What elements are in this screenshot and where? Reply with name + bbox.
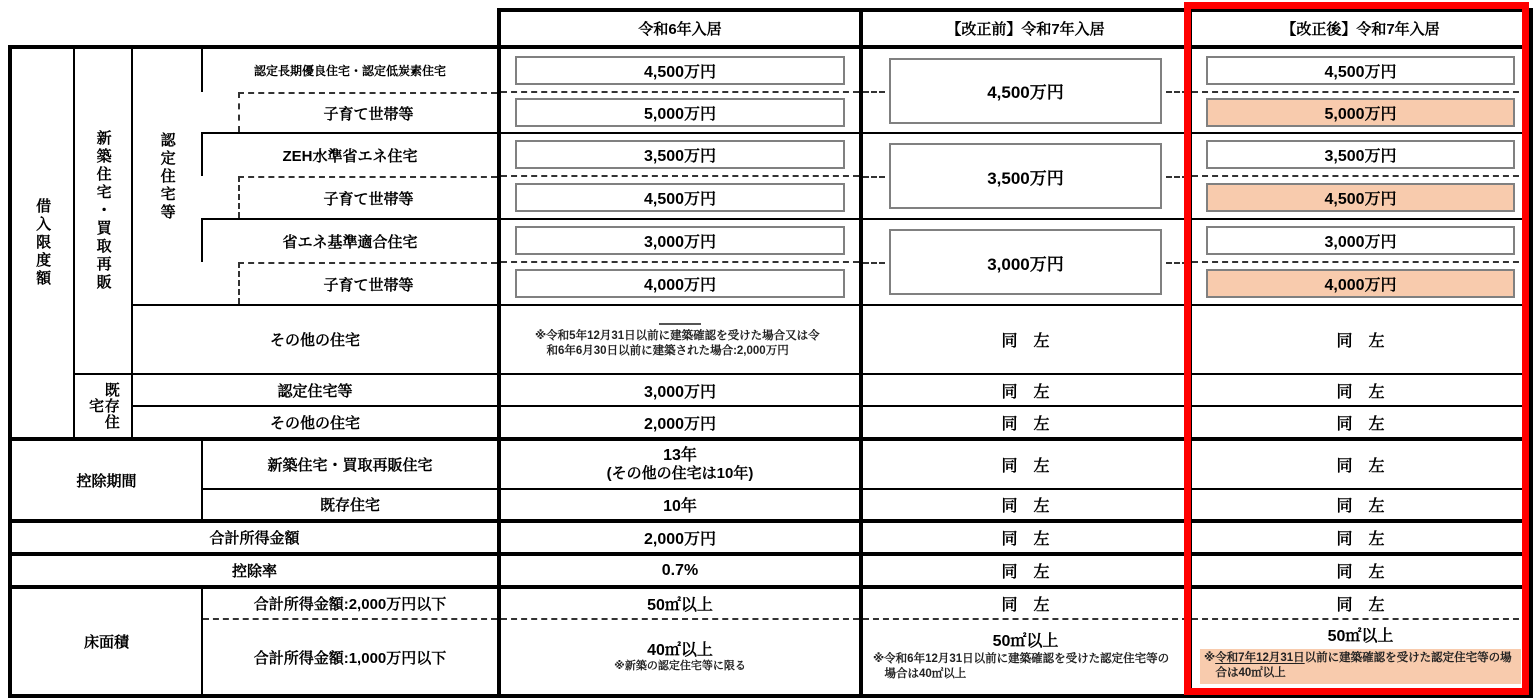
row-label-other-existing: その他の住宅 [132, 406, 499, 439]
row-long-term [10, 47, 1531, 92]
row-other-new [10, 305, 1531, 374]
group-new-resale: 新築住宅・買取再販 [74, 47, 132, 374]
dashed-connector [863, 262, 885, 264]
value-box: 4,500万円 [515, 56, 845, 85]
row-other-existing [10, 406, 1531, 439]
dash-placeholder [659, 323, 701, 325]
row-certified-existing [10, 374, 1531, 406]
value-box: 4,500万円 [1206, 56, 1515, 85]
group-existing-housing: 既存住宅 [74, 374, 132, 439]
row-label-long-term: 認定長期優良住宅・認定低炭素住宅 [202, 47, 499, 92]
dashed-connector [1166, 176, 1188, 178]
row-child-2 [10, 176, 1531, 219]
cell-before-other-existing: 同 左 [861, 406, 1190, 439]
cell-after-child-2 [1190, 176, 1531, 219]
cell-before-period-existing: 同 左 [861, 489, 1190, 521]
cell-r6-period-new: 13年 (その他の住宅は10年) [499, 439, 861, 489]
row-floor-1 [10, 587, 1531, 619]
row-child-1 [10, 92, 1531, 133]
value-box-highlighted: 4,000万円 [1206, 269, 1515, 298]
note-r6-floor-2: ※新築の認定住宅等に限る [614, 659, 746, 672]
value-box: 4,000万円 [515, 269, 845, 298]
cell-r6-energy-std [499, 219, 861, 262]
cell-r6-zeh [499, 133, 861, 176]
cell-after-period-existing: 同 左 [1190, 489, 1531, 521]
cell-after-floor-2: 50㎡以上 ※令和7年12月31日以前に建築確認を受けた認定住宅等の場合は40㎡以上 [1190, 619, 1531, 696]
header-reiwa6: 令和6年入居 [499, 10, 861, 47]
cell-r6-floor-2: 40㎡以上 ※新築の認定住宅等に限る [499, 619, 861, 696]
value-box-highlighted: 5,000万円 [1206, 98, 1515, 127]
cell-after-energy-std [1190, 219, 1531, 262]
cell-after-child-3 [1190, 262, 1531, 305]
cell-r6-child-3 [499, 262, 861, 305]
value-box-highlighted: 4,500万円 [1206, 183, 1515, 212]
row-label-child-2: 子育て世帯等 [202, 176, 499, 219]
note-after-floor-2: ※令和7年12月31日以前に建築確認を受けた認定住宅等の場合は40㎡以上 [1200, 649, 1521, 684]
value-box: 3,000万円 [1206, 226, 1515, 255]
cell-before-certified-existing: 同 左 [861, 374, 1190, 406]
row-period-new [10, 439, 1531, 489]
cell-before-long-term [861, 47, 1190, 133]
cell-after-certified-existing: 同 左 [1190, 374, 1531, 406]
row-label-period-existing: 既存住宅 [202, 489, 499, 521]
row-floor-2 [10, 619, 1531, 696]
dashed-connector [863, 176, 885, 178]
cell-after-floor-1: 同 左 [1190, 587, 1531, 619]
value-box: 3,500万円 [515, 140, 845, 169]
cell-before-zeh [861, 133, 1190, 219]
row-child-3 [10, 262, 1531, 305]
row-zeh [10, 133, 1531, 176]
housing-loan-deduction-table [8, 8, 1533, 698]
cell-r6-certified-existing: 3,000万円 [499, 374, 861, 406]
cell-after-total-income: 同 左 [1190, 521, 1531, 554]
cell-before-period-new: 同 左 [861, 439, 1190, 489]
cell-r6-child-1 [499, 92, 861, 133]
cell-after-period-new: 同 左 [1190, 439, 1531, 489]
cell-after-other-new: 同 左 [1190, 305, 1531, 374]
cell-r6-total-income: 2,000万円 [499, 521, 861, 554]
header-before-revision: 【改正前】令和7年入居 [861, 10, 1190, 47]
cell-before-energy-std [861, 219, 1190, 305]
cell-before-floor-2: 50㎡以上 ※令和6年12月31日以前に建築確認を受けた認定住宅等の場合は40㎡以上 [861, 619, 1190, 696]
value-box-merged: 3,500万円 [889, 143, 1162, 209]
dashed-connector [1166, 91, 1188, 93]
row-label-total-income: 合計所得金額 [10, 521, 499, 554]
row-label-child-3: 子育て世帯等 [202, 262, 499, 305]
cell-after-deduction-rate: 同 左 [1190, 554, 1531, 587]
cell-after-zeh [1190, 133, 1531, 176]
row-label-period-new: 新築住宅・買取再販住宅 [202, 439, 499, 489]
header-after-revision: 【改正後】令和7年入居 [1190, 10, 1531, 47]
row-energy-std [10, 219, 1531, 262]
cell-r6-long-term [499, 47, 861, 92]
cell-r6-period-existing: 10年 [499, 489, 861, 521]
row-label-deduction-rate: 控除率 [10, 554, 499, 587]
cell-r6-floor-1: 50㎡以上 [499, 587, 861, 619]
underlined-date: 令和7年12月31日 [1215, 651, 1305, 664]
row-label-zeh: ZEH水準省エネ住宅 [202, 133, 499, 176]
row-label-child-1: 子育て世帯等 [202, 92, 499, 133]
cell-r6-child-2 [499, 176, 861, 219]
cell-before-other-new: 同 左 [861, 305, 1190, 374]
row-label-floor-2: 合計所得金額:1,000万円以下 [202, 619, 499, 696]
group-certified-housing: 認定住宅等 [132, 47, 202, 305]
dashed-connector [1166, 262, 1188, 264]
header-row [10, 10, 1531, 47]
dashed-connector [863, 91, 885, 93]
value-box: 5,000万円 [515, 98, 845, 127]
cell-after-long-term [1190, 47, 1531, 92]
note-other-new: ※令和5年12月31日以前に建築確認を受けた場合又は令和6年6月30日以前に建築された場合:2,000万円 [535, 329, 820, 357]
value-box: 4,500万円 [515, 183, 845, 212]
row-label-floor-1: 合計所得金額:2,000万円以下 [202, 587, 499, 619]
note-before-floor-2: ※令和6年12月31日以前に建築確認を受けた認定住宅等の場合は40㎡以上 [873, 653, 1170, 681]
header-empty-cell [10, 10, 499, 47]
cell-r6-other-existing: 2,000万円 [499, 406, 861, 439]
cell-before-floor-1: 同 左 [861, 587, 1190, 619]
value-box: 3,500万円 [1206, 140, 1515, 169]
value-box-merged: 4,500万円 [889, 58, 1162, 124]
group-floor-area: 床面積 [10, 587, 202, 696]
row-deduction-rate [10, 554, 1531, 587]
row-period-existing [10, 489, 1531, 521]
row-total-income [10, 521, 1531, 554]
group-deduction-period: 控除期間 [10, 439, 202, 521]
cell-before-total-income: 同 左 [861, 521, 1190, 554]
cell-before-deduction-rate: 同 左 [861, 554, 1190, 587]
value-box-merged: 3,000万円 [889, 229, 1162, 295]
group-borrow-limit: 借入限度額 [10, 47, 74, 439]
cell-after-child-1 [1190, 92, 1531, 133]
row-label-other-new: その他の住宅 [132, 305, 499, 374]
row-label-energy-std: 省エネ基準適合住宅 [202, 219, 499, 262]
cell-r6-deduction-rate: 0.7% [499, 554, 861, 587]
cell-after-other-existing: 同 左 [1190, 406, 1531, 439]
value-box: 3,000万円 [515, 226, 845, 255]
row-label-certified-existing: 認定住宅等 [132, 374, 499, 406]
cell-r6-other-new [499, 305, 861, 374]
